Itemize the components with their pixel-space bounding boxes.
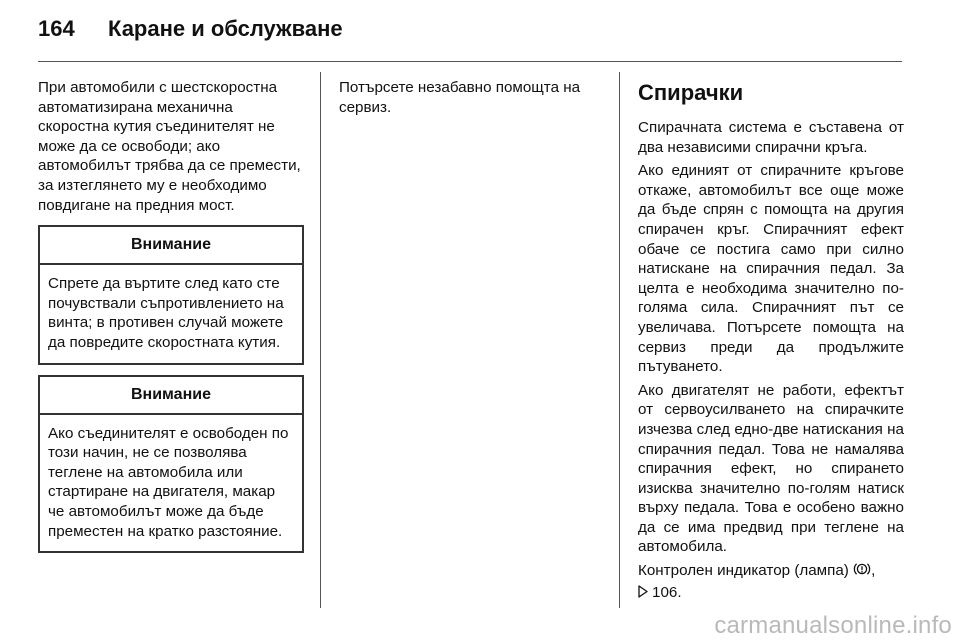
section-heading: Спирачки [638,80,744,105]
page-number: 164 [38,16,75,41]
chapter-title: Каране и обслужване [108,16,343,41]
page-header [38,16,343,48]
page-reference[interactable]: 106. [652,583,682,601]
indicator-paragraph: Контролен индикатор (лампа) , 106. [638,561,904,603]
page-reference-arrow-icon [638,584,648,604]
header-divider [38,61,902,62]
column-right [638,78,904,607]
caution-title: Внимание [40,227,302,265]
brakes-paragraph-1: Спирачната система е съставена от два независими спирачни кръга. [638,119,904,156]
brakes-paragraph-3: Ако двигателят не работи, ефектът от сервоусилването на спирачките изчезва след едно-две натискания на спирачния педал. Това не намалява спирачния ефект, но спирането изисква значително по-голям натиск върху педала. Това е особено важно да се има предвид при теглене на автомобила. [638,381,904,556]
brakes-paragraph-2: Ако единият от спирачните кръгове откаже, автомобилът все още може да бъде спрян с помощта на другия спирачен кръг. Спирачният ефект обаче се постига само при силно натискане на спирачния педал. За целта е необходима значително по-голяма сила. Спирачният път се увеличава. Потърсете помощта на сервиз преди да продължите пътуването. [638,162,904,376]
service-paragraph: Потърсете незабавно помощта на сервиз. [339,79,581,116]
brake-warning-lamp-icon [853,561,871,583]
column-left [38,78,304,553]
caution-box-2 [38,375,304,554]
caution-box-1 [38,225,304,364]
caution-text: Спрете да въртите след като сте почувствали съпротивлението на винта; в противен случай можете да повредите скоростната кутия. [48,275,284,351]
watermark: carmanualsonline.info [714,612,952,639]
intro-paragraph: При автомобили с шестскоростна автоматизирана механична скоростна кутия съединителят не може да се освободи; ако автомобилът трябва да се премести, за изтеглянето му е необходимо повдигане на предния мост. [38,79,301,214]
caution-title: Внимание [40,377,302,415]
column-middle [339,78,603,123]
column-divider-2 [619,72,620,608]
column-divider-1 [320,72,321,608]
caution-text: Ако съединителят е освободен по този начин, не се позволява теглене на автомобила или стартиране на двигателя, макар че автомобилът може да бъде преместен на кратко разстояние. [48,424,289,540]
indicator-text: Контролен индикатор (лампа) [638,562,849,580]
